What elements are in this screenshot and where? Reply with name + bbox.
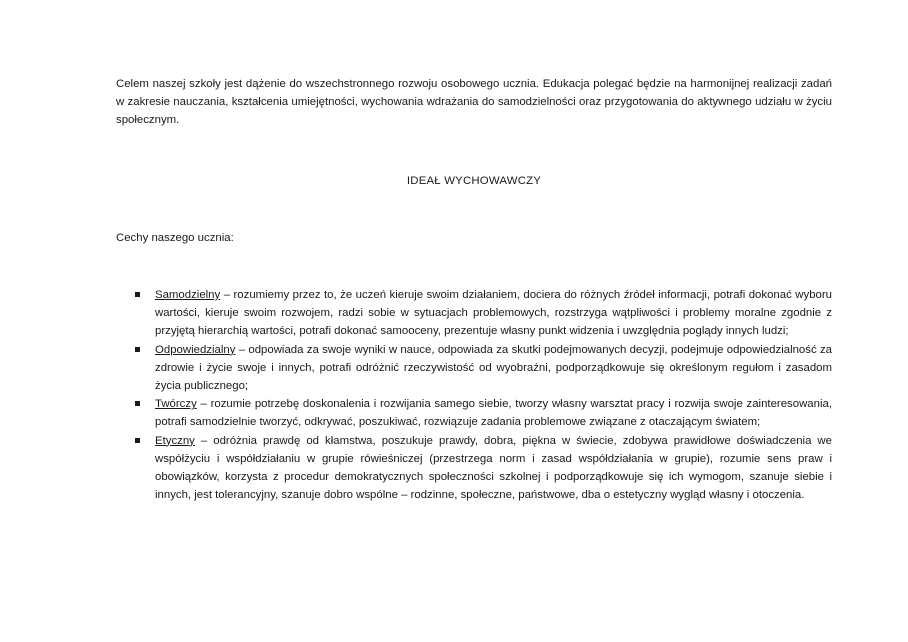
square-bullet-icon	[135, 292, 140, 297]
intro-paragraph: Celem naszej szkoły jest dążenie do wszechstronnego rozwoju osobowego ucznia. Edukacja polegać będzie na harmonijnej realizacji zadań w zakresie nauczania, kształcenia umiejętności, wychowania wdrażania do samodzielności oraz przygotowania do aktywnego udziału w życiu społecznym.	[116, 78, 832, 127]
trait-description: – odróżnia prawdę od kłamstwa, poszukuje prawdy, dobra, piękna w świecie, zdobywa prawidłowe doświadczenia we współżyciu i współdziałaniu w grupie rówieśniczej (przestrzega norm i zasad współdziałania w grupie), rozumie sens praw i obowiązków, korzysta z procedur demokratycznych społeczności szkolnej i podporządkowuje się ich wymogom, szanuje siebie i innych, jest tolerancyjny, szanuje dobro wspólne – rodzinne, społeczne, państwowe, dba o estetyczny wygląd własny i otoczenia.	[155, 434, 832, 502]
trait-name: Samodzielny	[155, 289, 221, 301]
trait-description: – odpowiada za swoje wyniki w nauce, odpowiada za skutki podejmowanych decyzji, podejmuje odpowiedzialność za zdrowie i życie swoje i innych, potrafi odróżnić rzeczywistość od wyobraźni, podporządkowuje się określonym regułom i zasadom życia publicznego;	[155, 343, 832, 393]
square-bullet-icon	[135, 401, 140, 406]
trait-description: – rozumiemy przez to, że uczeń kieruje swoim działaniem, dociera do różnych źródeł informacji, potrafi dokonać wyboru wartości, kieruje swoim rozwojem, radzi sobie w sytuacjach problemowych, rozstrzyga wątpliwości i problemy moralne zgodnie z przyjętą hierarchią wartości, potrafi dokonać samooceny, prezentuje własny punkt widzenia i uwzględnia poglądy innych ludzi;	[155, 289, 832, 338]
trait-item-samodzielny	[134, 286, 832, 341]
square-bullet-icon	[135, 438, 140, 443]
trait-name: Etyczny	[155, 434, 195, 447]
trait-item-tworczy	[134, 395, 832, 431]
square-bullet-icon	[135, 347, 140, 352]
trait-description: – rozumie potrzebę doskonalenia i rozwijania samego siebie, tworzy własny warsztat pracy i rozwija swoje zainteresowania, potrafi samodzielnie tworzyć, odkrywać, poszukiwać, rozwiązuje zadania problemowe związane z otaczającym światem;	[155, 398, 832, 429]
traits-list	[134, 286, 832, 504]
trait-name: Twórczy	[155, 398, 197, 411]
traits-label: Cechy naszego ucznia:	[116, 232, 234, 244]
trait-item-etyczny	[134, 432, 832, 505]
trait-name: Odpowiedzialny	[155, 343, 236, 356]
trait-item-odpowiedzialny	[134, 341, 832, 396]
section-heading: IDEAŁ WYCHOWAWCZY	[406, 175, 542, 187]
